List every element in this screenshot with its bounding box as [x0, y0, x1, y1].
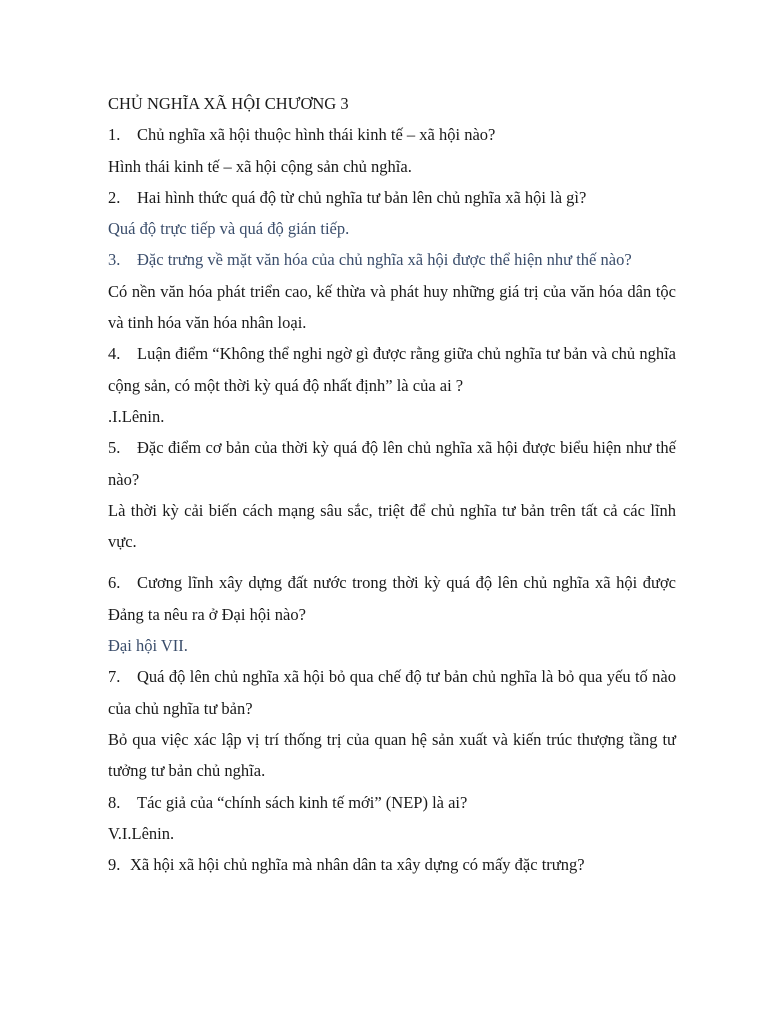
document-page [108, 88, 676, 880]
question-text: Đặc trưng về mặt văn hóa của chủ nghĩa xã hội được thể hiện như thế nào? [137, 250, 632, 270]
question-5 [108, 432, 676, 495]
question-text: Tác giả của “chính sách kinh tế mới” (NEP) là ai? [137, 792, 468, 812]
question-8 [108, 787, 676, 818]
question-text: Quá độ lên chủ nghĩa xã hội bỏ qua chế độ tư bản chủ nghĩa là bỏ qua yếu tố nào của chủ nghĩa tư bản? [108, 667, 676, 718]
question-text: Hai hình thức quá độ từ chủ nghĩa tư bản lên chủ nghĩa xã hội là gì? [137, 187, 587, 207]
question-text: Xã hội xã hội chủ nghĩa mà nhân dân ta xây dựng có mấy đặc trưng? [130, 855, 585, 875]
answer-8: V.I.Lênin. [108, 823, 175, 843]
question-6 [108, 567, 676, 630]
question-number: 9. [108, 855, 121, 875]
question-text: Luận điểm “Không thể nghi ngờ gì được rằng giữa chủ nghĩa tư bản và chủ nghĩa cộng sản, có một thời kỳ quá độ nhất định” là của ai ? [108, 344, 676, 395]
paragraph-spacer [108, 557, 676, 567]
answer-6: Đại hội VII. [108, 636, 188, 656]
document-title: CHỦ NGHĨA XÃ HỘI CHƯƠNG 3 [108, 94, 349, 113]
question-4 [108, 338, 676, 401]
answer-1: Hình thái kinh tế – xã hội cộng sản chủ nghĩa. [108, 156, 412, 176]
question-2 [108, 182, 676, 213]
answer-4: .I.Lênin. [108, 406, 165, 426]
question-number: 8. [108, 792, 121, 812]
answer-2: Quá độ trực tiếp và quá độ gián tiếp. [108, 219, 350, 239]
question-7 [108, 661, 676, 724]
answer-7: Bỏ qua việc xác lập vị trí thống trị của quan hệ sản xuất và kiến trúc thượng tầng tư tưởng tư bản chủ nghĩa. [108, 729, 676, 781]
question-text: Đặc điểm cơ bản của thời kỳ quá độ lên chủ nghĩa xã hội được biểu hiện như thế nào? [108, 438, 676, 489]
question-text: Cương lĩnh xây dựng đất nước trong thời kỳ quá độ lên chủ nghĩa xã hội được Đảng ta nêu ra ở Đại hội nào? [108, 573, 676, 624]
question-9 [108, 849, 676, 880]
question-text: Chủ nghĩa xã hội thuộc hình thái kinh tế – xã hội nào? [137, 125, 496, 145]
question-number: 2. [108, 187, 121, 207]
answer-3: Có nền văn hóa phát triển cao, kế thừa và phát huy những giá trị của văn hóa dân tộc và tinh hóa văn hóa nhân loại. [108, 281, 676, 333]
question-number: 3. [108, 250, 121, 270]
question-1 [108, 119, 676, 150]
question-number: 5. [108, 438, 121, 458]
question-number: 7. [108, 667, 121, 687]
question-3 [108, 244, 676, 275]
answer-5: Là thời kỳ cải biến cách mạng sâu sắc, triệt để chủ nghĩa tư bản trên tất cả các lĩnh vực. [108, 500, 676, 552]
question-number: 6. [108, 573, 121, 593]
question-number: 1. [108, 125, 121, 145]
question-number: 4. [108, 344, 121, 364]
